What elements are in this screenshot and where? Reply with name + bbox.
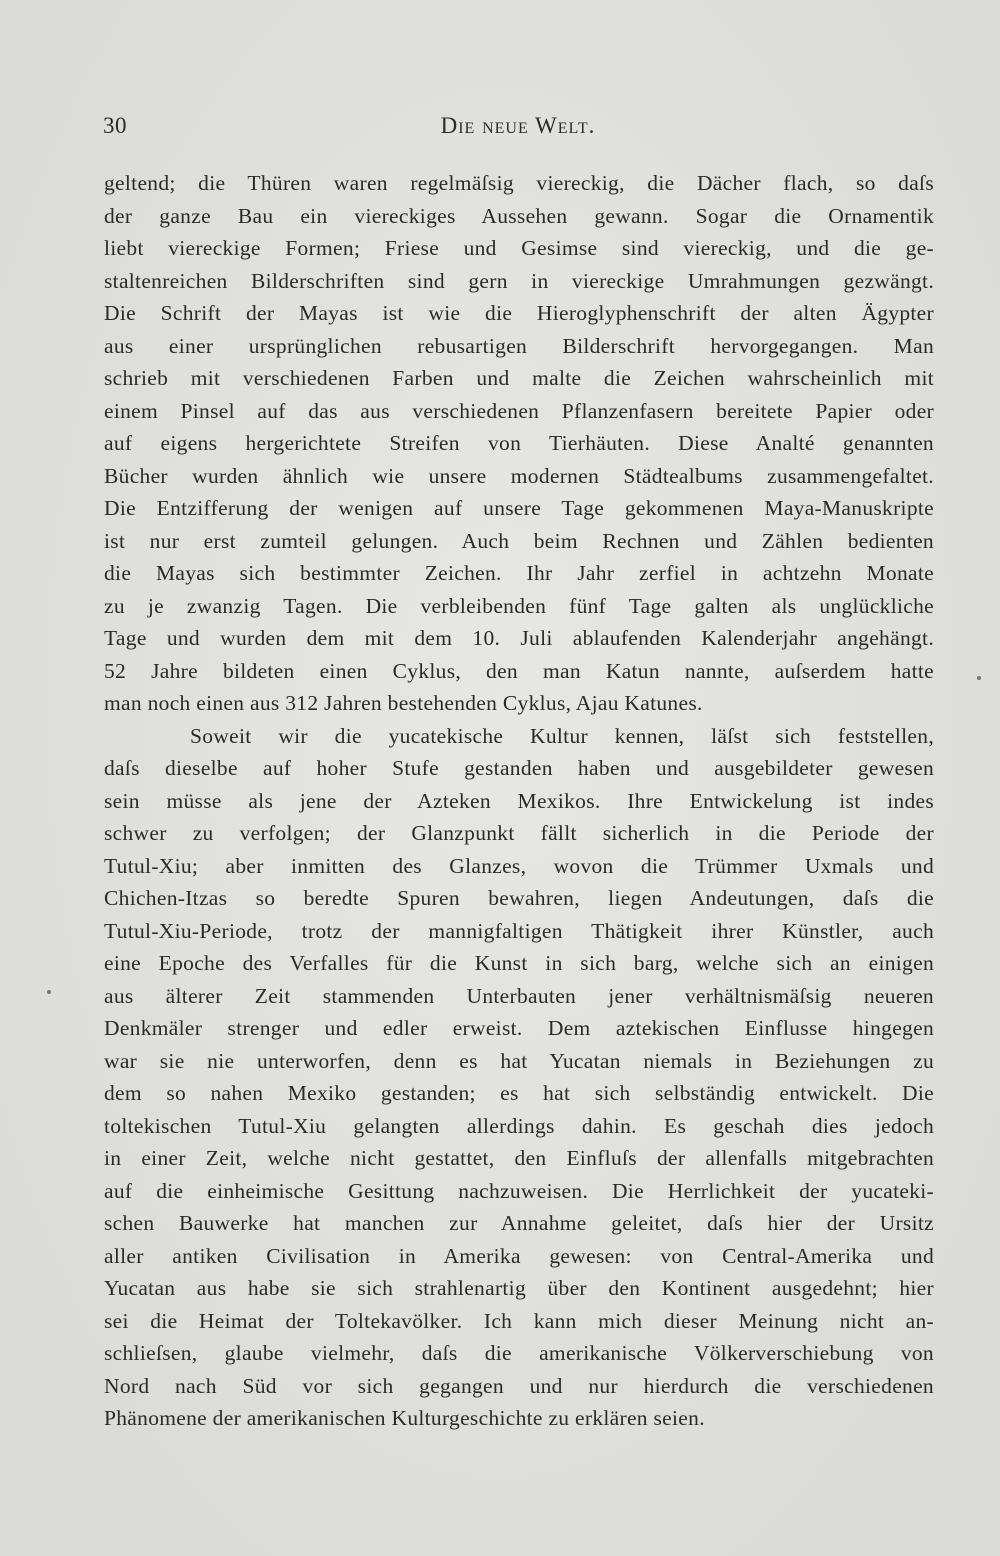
text-line: Tage und wurden dem mit dem 10. Juli ablaufenden Kalenderjahr angehängt.	[104, 626, 934, 650]
paragraph-start-line: Soweit wir die yucatekische Kultur kennen, läſst sich feststellen,	[190, 723, 934, 748]
paragraph-end-line: Phänomene der amerikanischen Kulturgeschichte zu erklären seien.	[104, 1406, 705, 1430]
text-line: toltekischen Tutul-Xiu gelangten allerdings dahin. Es geschah dies jedoch	[104, 1113, 934, 1138]
text-line: Bücher wurden ähnlich wie unsere modernen Städtealbums zusammengefaltet.	[104, 463, 934, 488]
text-line: Nord nach Süd vor sich gegangen und nur hierdurch die verschiedenen	[104, 1373, 934, 1398]
text-line: schlieſsen, glaube vielmehr, daſs die amerikanische Völkerverschiebung von	[104, 1341, 934, 1365]
text-line: liebt viereckige Formen; Friese und Gesimse sind viereckig, und die ge-	[104, 236, 934, 260]
text-line: in einer Zeit, welche nicht gestattet, den Einfluſs der allenfalls mitgebrachten	[104, 1146, 934, 1170]
text-line: aus einer ursprünglichen rebusartigen Bilderschrift hervorgegangen. Man	[104, 333, 934, 358]
text-line: ist nur erst zumteil gelungen. Auch beim Rechnen und Zählen bedienten	[104, 528, 934, 553]
text-line: Die Entzifferung der wenigen auf unsere Tage gekommenen Maya-Manuskripte	[104, 496, 934, 520]
paper-speck	[47, 990, 51, 994]
page-header	[103, 113, 933, 145]
text-line: schwer zu verfolgen; der Glanzpunkt fällt sicherlich in die Periode der	[104, 821, 934, 845]
paragraph-end-line: man noch einen aus 312 Jahren bestehenden Cyklus, Ajau Katunes.	[104, 691, 703, 715]
text-line: 52 Jahre bildeten einen Cyklus, den man Katun nannte, auſserdem hatte	[104, 658, 934, 683]
text-line: sein müsse als jene der Azteken Mexikos. Ihre Entwickelung ist indes	[104, 788, 934, 813]
text-line: daſs dieselbe auf hoher Stufe gestanden haben und ausgebildeter gewesen	[104, 756, 934, 780]
paper-speck	[977, 676, 981, 680]
text-line: schrieb mit verschiedenen Farben und malte die Zeichen wahrscheinlich mit	[104, 366, 934, 390]
text-line: schen Bauwerke hat manchen zur Annahme geleitet, daſs hier der Ursitz	[104, 1211, 934, 1235]
text-line: eine Epoche des Verfalles für die Kunst in sich barg, welche sich an einigen	[104, 951, 934, 975]
text-line: Denkmäler strenger und edler erweist. Dem aztekischen Einflusse hingegen	[104, 1016, 934, 1040]
text-line: Tutul-Xiu-Periode, trotz der mannigfaltigen Thätigkeit ihrer Künstler, auch	[104, 918, 934, 943]
text-line: zu je zwanzig Tagen. Die verbleibenden fünf Tage galten als unglückliche	[104, 593, 934, 618]
text-line: Yucatan aus habe sie sich strahlenartig über den Kontinent ausgedehnt; hier	[104, 1276, 934, 1300]
text-line: sei die Heimat der Toltekavölker. Ich kann mich dieser Meinung nicht an-	[104, 1308, 934, 1333]
body-text	[104, 167, 934, 1435]
text-line: aus älterer Zeit stammenden Unterbauten jener verhältnismäſsig neueren	[104, 983, 934, 1008]
text-line: aller antiken Civilisation in Amerika gewesen: von Central-Amerika und	[104, 1243, 934, 1268]
text-line: Tutul-Xiu; aber inmitten des Glanzes, wovon die Trümmer Uxmals und	[104, 853, 934, 878]
text-line: einem Pinsel auf das aus verschiedenen Pflanzenfasern bereitete Papier oder	[104, 398, 934, 423]
text-line: geltend; die Thüren waren regelmäſsig viereckig, die Dächer flach, so daſs	[104, 171, 934, 195]
text-line: dem so nahen Mexiko gestanden; es hat sich selbständig entwickelt. Die	[104, 1081, 934, 1105]
text-line: staltenreichen Bilderschriften sind gern in viereckige Umrahmungen gezwängt.	[104, 268, 934, 293]
text-line: auf eigens hergerichtete Streifen von Tierhäuten. Diese Analté genannten	[104, 431, 934, 455]
page-number: 30	[103, 113, 127, 138]
text-line: war sie nie unterworfen, denn es hat Yucatan niemals in Beziehungen zu	[104, 1048, 934, 1073]
text-line: auf die einheimische Gesittung nachzuweisen. Die Herrlichkeit der yucateki-	[104, 1178, 934, 1203]
text-line: Die Schrift der Mayas ist wie die Hieroglyphenschrift der alten Ägypter	[104, 301, 934, 325]
text-line: Chichen-Itzas so beredte Spuren bewahren, liegen Andeutungen, daſs die	[104, 886, 934, 910]
text-line: der ganze Bau ein viereckiges Aussehen gewann. Sogar die Ornamentik	[104, 203, 934, 228]
text-line: die Mayas sich bestimmter Zeichen. Ihr Jahr zerfiel in achtzehn Monate	[104, 561, 934, 585]
running-title: Die neue Welt.	[440, 113, 596, 138]
